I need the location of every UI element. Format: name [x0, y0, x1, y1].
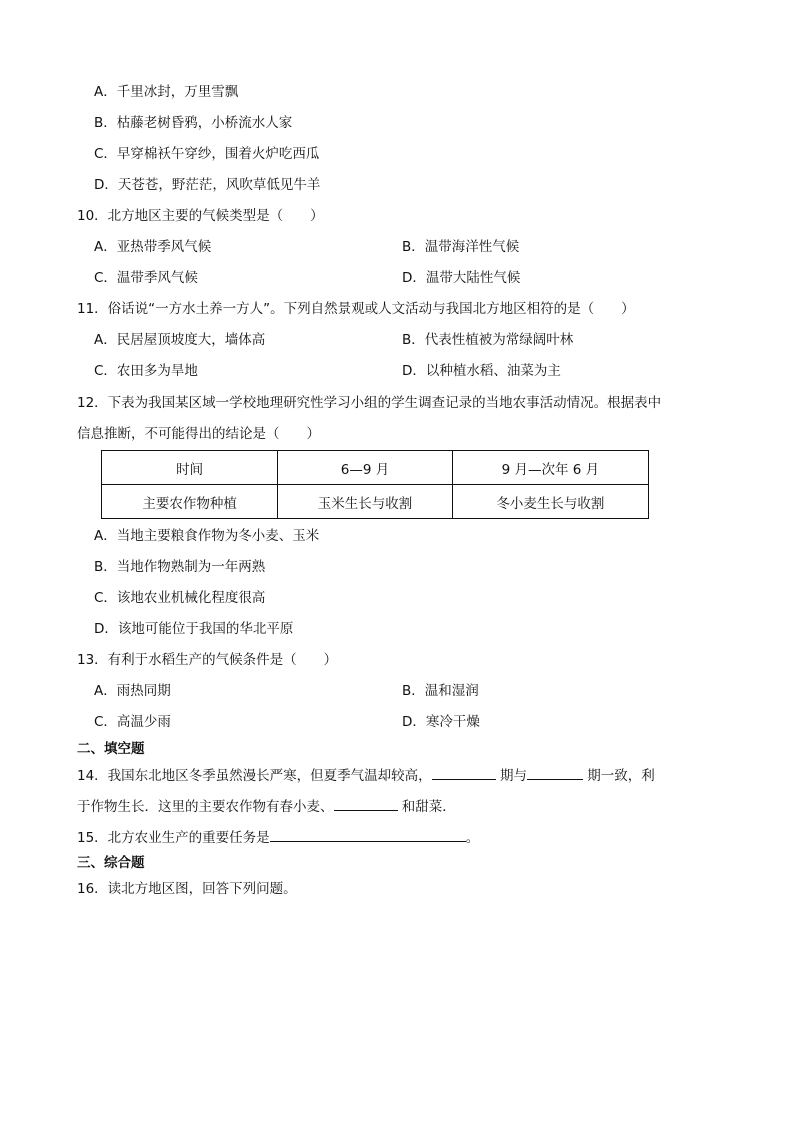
- farming-table: [101, 450, 649, 519]
- q10-stem: 10．北方地区主要的气候类型是（ ）: [77, 208, 324, 224]
- q13-option-b: B．温和湿润: [402, 683, 479, 699]
- q15-blank[interactable]: [270, 827, 466, 842]
- q12-stem-line1: 12．下表为我国某区域一学校地理研究性学习小组的学生调查记录的当地农事活动情况。根据表中: [77, 395, 662, 411]
- q12-option-d: D．该地可能位于我国的华北平原: [94, 621, 294, 637]
- q12-option-a: A．当地主要粮食作物为冬小麦、玉米: [94, 528, 320, 544]
- q13-option-a: A．雨热同期: [94, 683, 171, 699]
- q14-blank-2[interactable]: [527, 765, 583, 780]
- table-header-sep-jun: 9 月—次年 6 月: [452, 451, 648, 485]
- q9-option-a: A．千里冰封，万里雪飘: [94, 84, 239, 100]
- table-cell-corn: 玉米生长与收割: [278, 485, 452, 519]
- q14-line2: [77, 796, 456, 817]
- table-row: [102, 451, 649, 485]
- q10-option-d: D．温带大陆性气候: [402, 270, 521, 286]
- q9-option-b: B．枯藤老树昏鸦，小桥流水人家: [94, 115, 293, 131]
- q15-text-2: 。: [465, 830, 480, 846]
- table-cell-crops: 主要农作物种植: [102, 485, 278, 519]
- q14-text-1: 14．我国东北地区冬季虽然漫长严寒，但夏季气温却较高，: [77, 768, 432, 784]
- q13-option-c: C．高温少雨: [94, 714, 171, 730]
- q14-blank-3[interactable]: [334, 796, 398, 811]
- q11-option-c: C．农田多为旱地: [94, 363, 198, 379]
- q11-stem: 11．俗话说“一方水土养一方人”。下列自然景观或人文活动与我国北方地区相符的是（ ）: [77, 301, 635, 317]
- q12-option-c: C．该地农业机械化程度很高: [94, 590, 266, 606]
- q10-option-a: A．亚热带季风气候: [94, 239, 212, 255]
- table-header-jun-sep: 6—9 月: [278, 451, 452, 485]
- q10-option-b: B．温带海洋性气候: [402, 239, 520, 255]
- q11-option-d: D．以种植水稻、油菜为主: [402, 363, 561, 379]
- table-row: [102, 485, 649, 519]
- q12-option-b: B．当地作物熟制为一年两熟: [94, 559, 266, 575]
- section-fill-in-title: 二、填空题: [77, 741, 145, 757]
- q14-text-3: 期一致，利: [587, 768, 655, 784]
- q13-stem: 13．有利于水稻生产的气候条件是（ ）: [77, 652, 338, 668]
- q11-option-b: B．代表性植被为常绿阔叶林: [402, 332, 574, 348]
- q15-text-1: 15．北方农业生产的重要任务是: [77, 830, 270, 846]
- q12-stem-line2: 信息推断，不可能得出的结论是（ ）: [77, 426, 320, 442]
- q9-option-c: C．早穿棉袄午穿纱，围着火炉吃西瓜: [94, 146, 320, 162]
- q15-line: [77, 827, 479, 848]
- q11-option-a: A．民居屋顶坡度大，墙体高: [94, 332, 266, 348]
- q14-text-5: 和甜菜．: [401, 799, 456, 815]
- table-header-time: 时间: [102, 451, 278, 485]
- q9-option-d: D．天苍苍，野茫茫，风吹草低见牛羊: [94, 177, 321, 193]
- q14-text-4: 于作物生长．这里的主要农作物有春小麦、: [77, 799, 334, 815]
- q16-stem: 16．读北方地区图，回答下列问题。: [77, 881, 297, 897]
- section-comprehensive-title: 三、综合题: [77, 855, 145, 871]
- q10-option-c: C．温带季风气候: [94, 270, 198, 286]
- table-cell-winter-wheat: 冬小麦生长与收割: [452, 485, 648, 519]
- q14-line1: [77, 765, 655, 786]
- q14-blank-1[interactable]: [432, 765, 496, 780]
- q14-text-2: 期与: [499, 768, 527, 784]
- q13-option-d: D．寒冷干燥: [402, 714, 480, 730]
